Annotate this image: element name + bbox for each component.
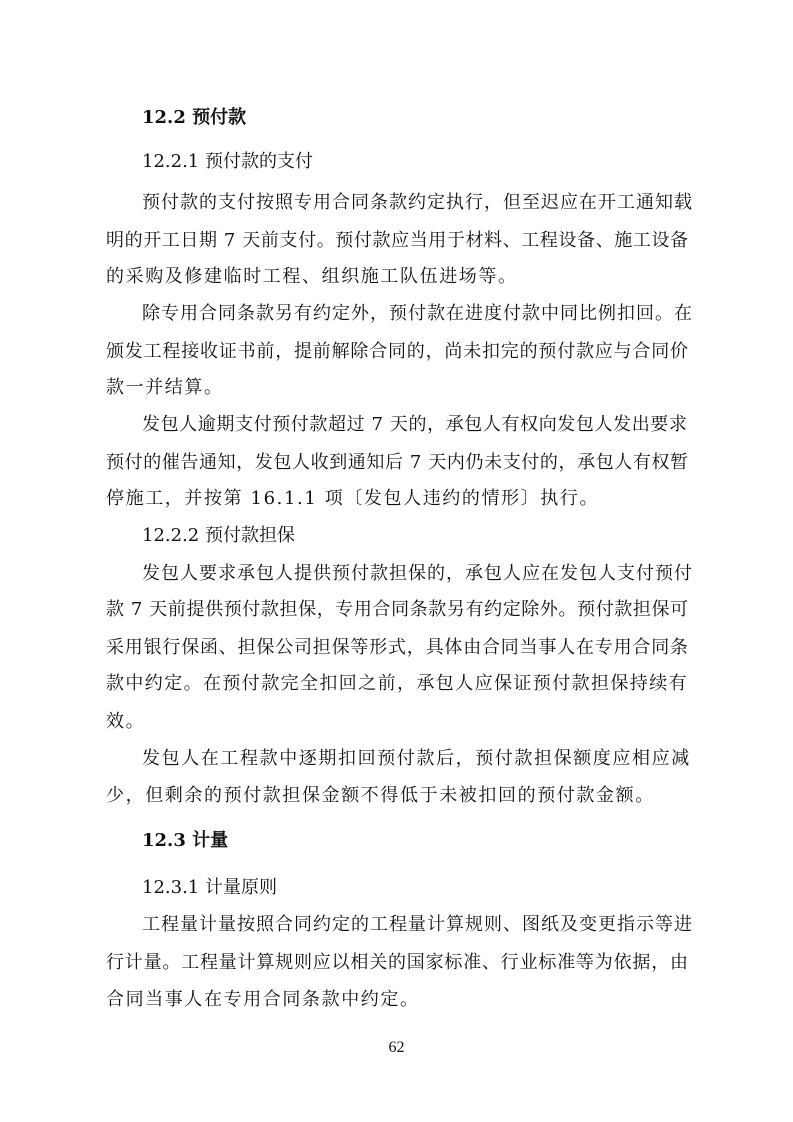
paragraph-line: 款一并结算。 — [106, 377, 224, 398]
paragraph-line: 工程量计量按照合同约定的工程量计算规则、图纸及变更指示等进 — [142, 914, 693, 935]
paragraph-line: 颁发工程接收证书前，提前解除合同的，尚未扣完的预付款应与合同价 — [106, 341, 689, 362]
paragraph-line: 效。 — [106, 711, 146, 732]
paragraph-line: 停施工，并按第 16.1.1 项〔发包人违约的情形〕执行。 — [106, 488, 600, 509]
paragraph-line: 款中约定。在预付款完全扣回之前，承包人应保证预付款担保持续有 — [106, 673, 688, 694]
paragraph-line: 的采购及修建临时工程、组织施工队伍进场等。 — [106, 266, 518, 287]
paragraph-line: 预付的催告通知，发包人收到通知后 7 天内仍未支付的，承包人有权暂 — [106, 452, 689, 473]
subsection-heading-12-2-1: 12.2.1 预付款的支付 — [142, 151, 313, 172]
paragraph-line: 除专用合同条款另有约定外，预付款在进度付款中同比例扣回。在 — [142, 303, 693, 324]
paragraph-line: 发包人要求承包人提供预付款担保的，承包人应在发包人支付预付 — [142, 563, 693, 584]
paragraph-line: 发包人在工程款中逐期扣回预付款后，预付款担保额度应相应减 — [142, 748, 691, 769]
page-number: 62 — [388, 1039, 405, 1056]
paragraph-line: 少，但剩余的预付款担保金额不得低于未被扣回的预付款金额。 — [106, 785, 655, 806]
paragraph-line: 预付款的支付按照专用合同条款约定执行，但至迟应在开工通知载 — [142, 192, 693, 213]
paragraph-line: 发包人逾期支付预付款超过 7 天的，承包人有权向发包人发出要求 — [142, 414, 688, 435]
section-heading-12-2: 12.2 预付款 — [142, 107, 247, 128]
paragraph-line: 款 7 天前提供预付款担保，专用合同条款另有约定除外。预付款担保可 — [106, 599, 689, 620]
subsection-heading-12-3-1: 12.3.1 计量原则 — [142, 877, 277, 898]
paragraph-line: 行计量。工程量计算规则应以相关的国家标准、行业标准等为依据，由 — [106, 952, 689, 973]
paragraph-line: 采用银行保函、担保公司担保等形式，具体由合同当事人在专用合同条 — [106, 637, 689, 658]
subsection-heading-12-2-2: 12.2.2 预付款担保 — [142, 525, 295, 546]
section-heading-12-3: 12.3 计量 — [142, 830, 229, 851]
paragraph-line: 合同当事人在专用合同条款中约定。 — [106, 989, 420, 1010]
paragraph-line: 明的开工日期 7 天前支付。预付款应当用于材料、工程设备、施工设备 — [106, 230, 689, 251]
